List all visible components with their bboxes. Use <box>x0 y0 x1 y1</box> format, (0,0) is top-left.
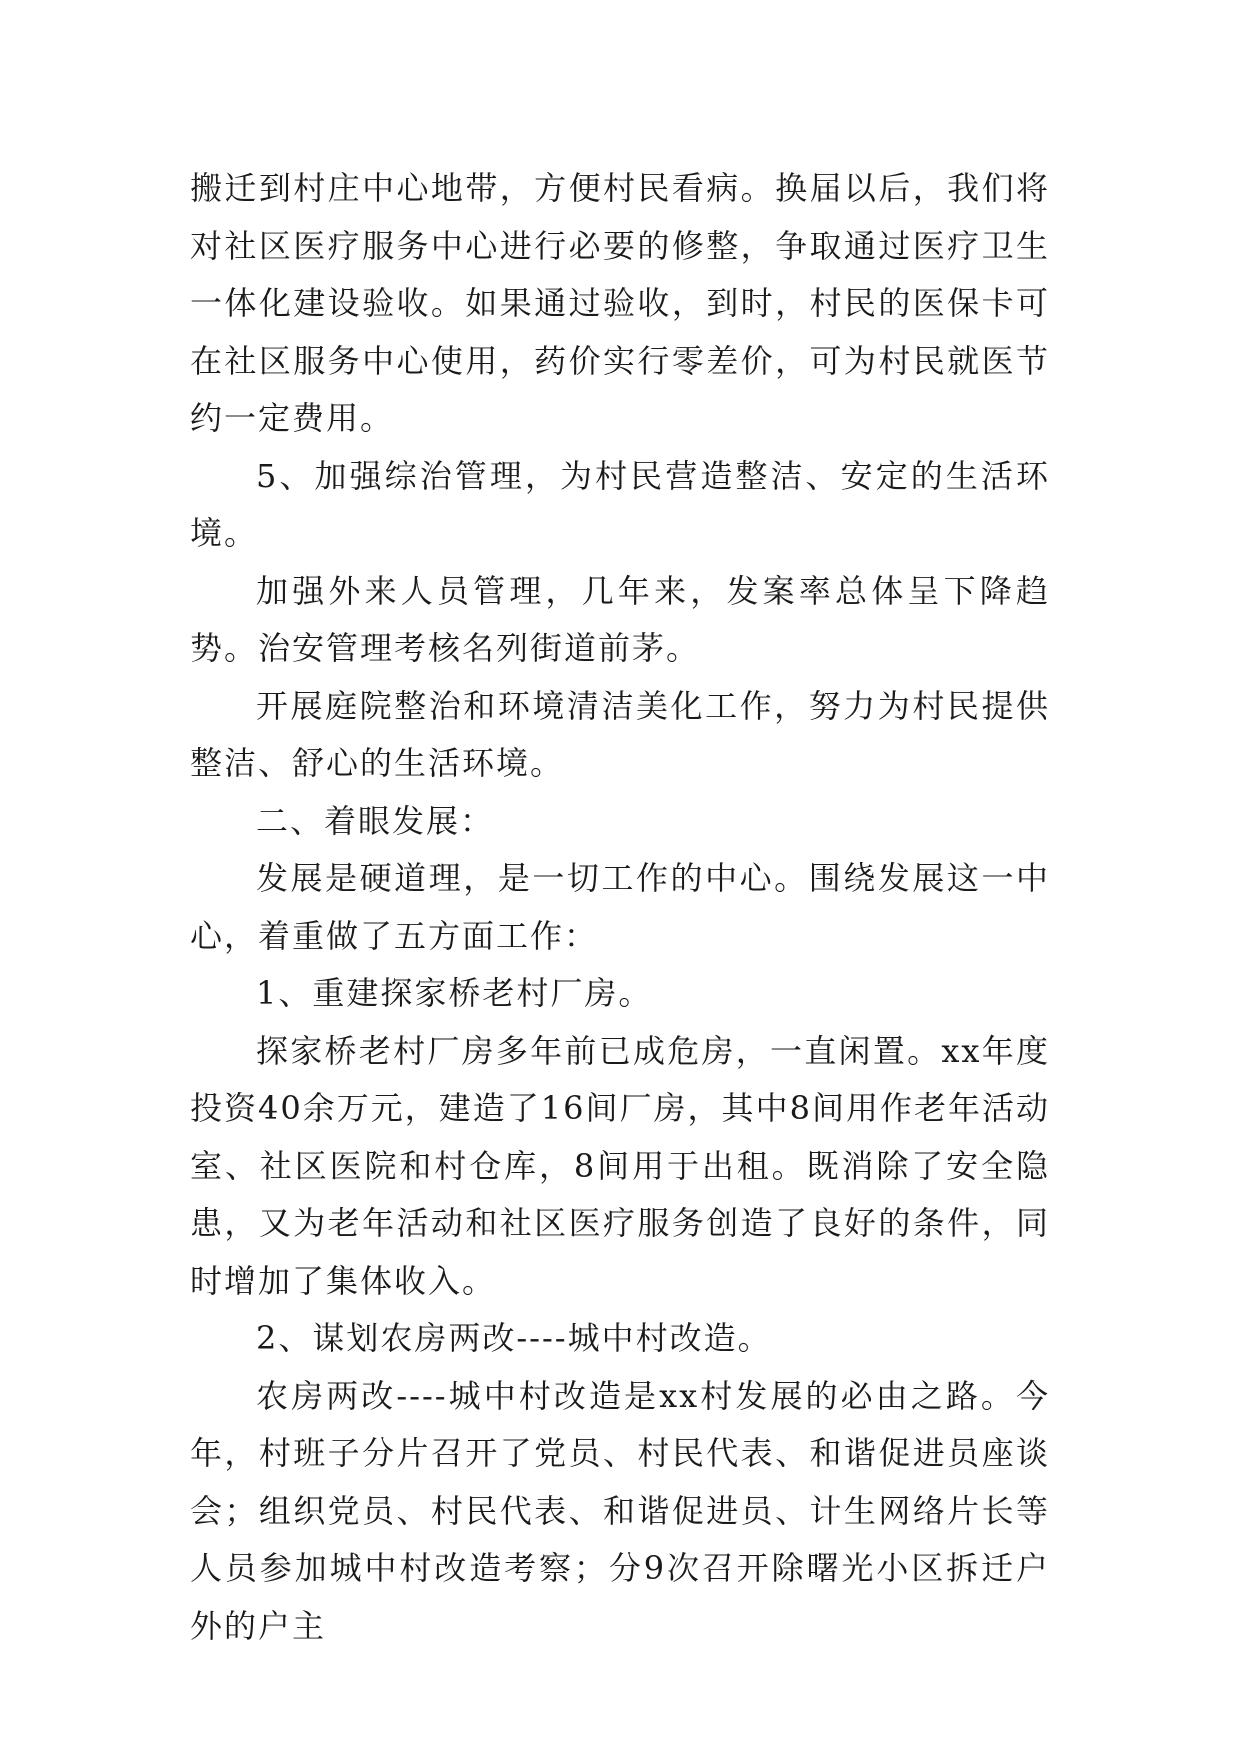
paragraph: 农房两改----城中村改造是xx村发展的必由之路。今年，村班子分片召开了党员、村民代表、和谐促进员座谈会；组织党员、村民代表、和谐促进员、计生网络片长等人员参加城中村改造考察；分9次召开除曙光小区拆迁户外的户主 <box>190 1376 1050 1645</box>
section-heading: 二、着眼发展： <box>256 801 495 840</box>
paragraph: 加强外来人员管理，几年来，发案率总体呈下降趋势。治安管理考核名列街道前茅。 <box>190 571 1050 667</box>
paragraph: 探家桥老村厂房多年前已成危房，一直闲置。xx年度投资40余万元，建造了16间厂房，其中8间用作老年活动室、社区医院和村仓库，8间用于出租。既消除了安全隐患，又为老年活动和社区医疗服务创造了良好的条件，同时增加了集体收入。 <box>190 1031 1050 1300</box>
paragraph: 开展庭院整治和环境清洁美化工作，努力为村民提供整洁、舒心的生活环境。 <box>190 686 1050 782</box>
item-heading: 2、谋划农房两改----城中村改造。 <box>256 1319 772 1357</box>
item-heading: 1、重建探家桥老村厂房。 <box>256 974 653 1012</box>
paragraph: 5、加强综治管理，为村民营造整洁、安定的生活环境。 <box>190 456 1050 552</box>
paragraph: 发展是硬道理，是一切工作的中心。围绕发展这一中心，着重做了五方面工作： <box>190 859 1050 955</box>
document-body <box>190 160 1050 1655</box>
paragraph: 搬迁到村庄中心地带，方便村民看病。换届以后，我们将对社区医疗服务中心进行必要的修整，争取通过医疗卫生一体化建设验收。如果通过验收，到时，村民的医保卡可在社区服务中心使用，药价实行零差价，可为村民就医节约一定费用。 <box>190 169 1050 437</box>
